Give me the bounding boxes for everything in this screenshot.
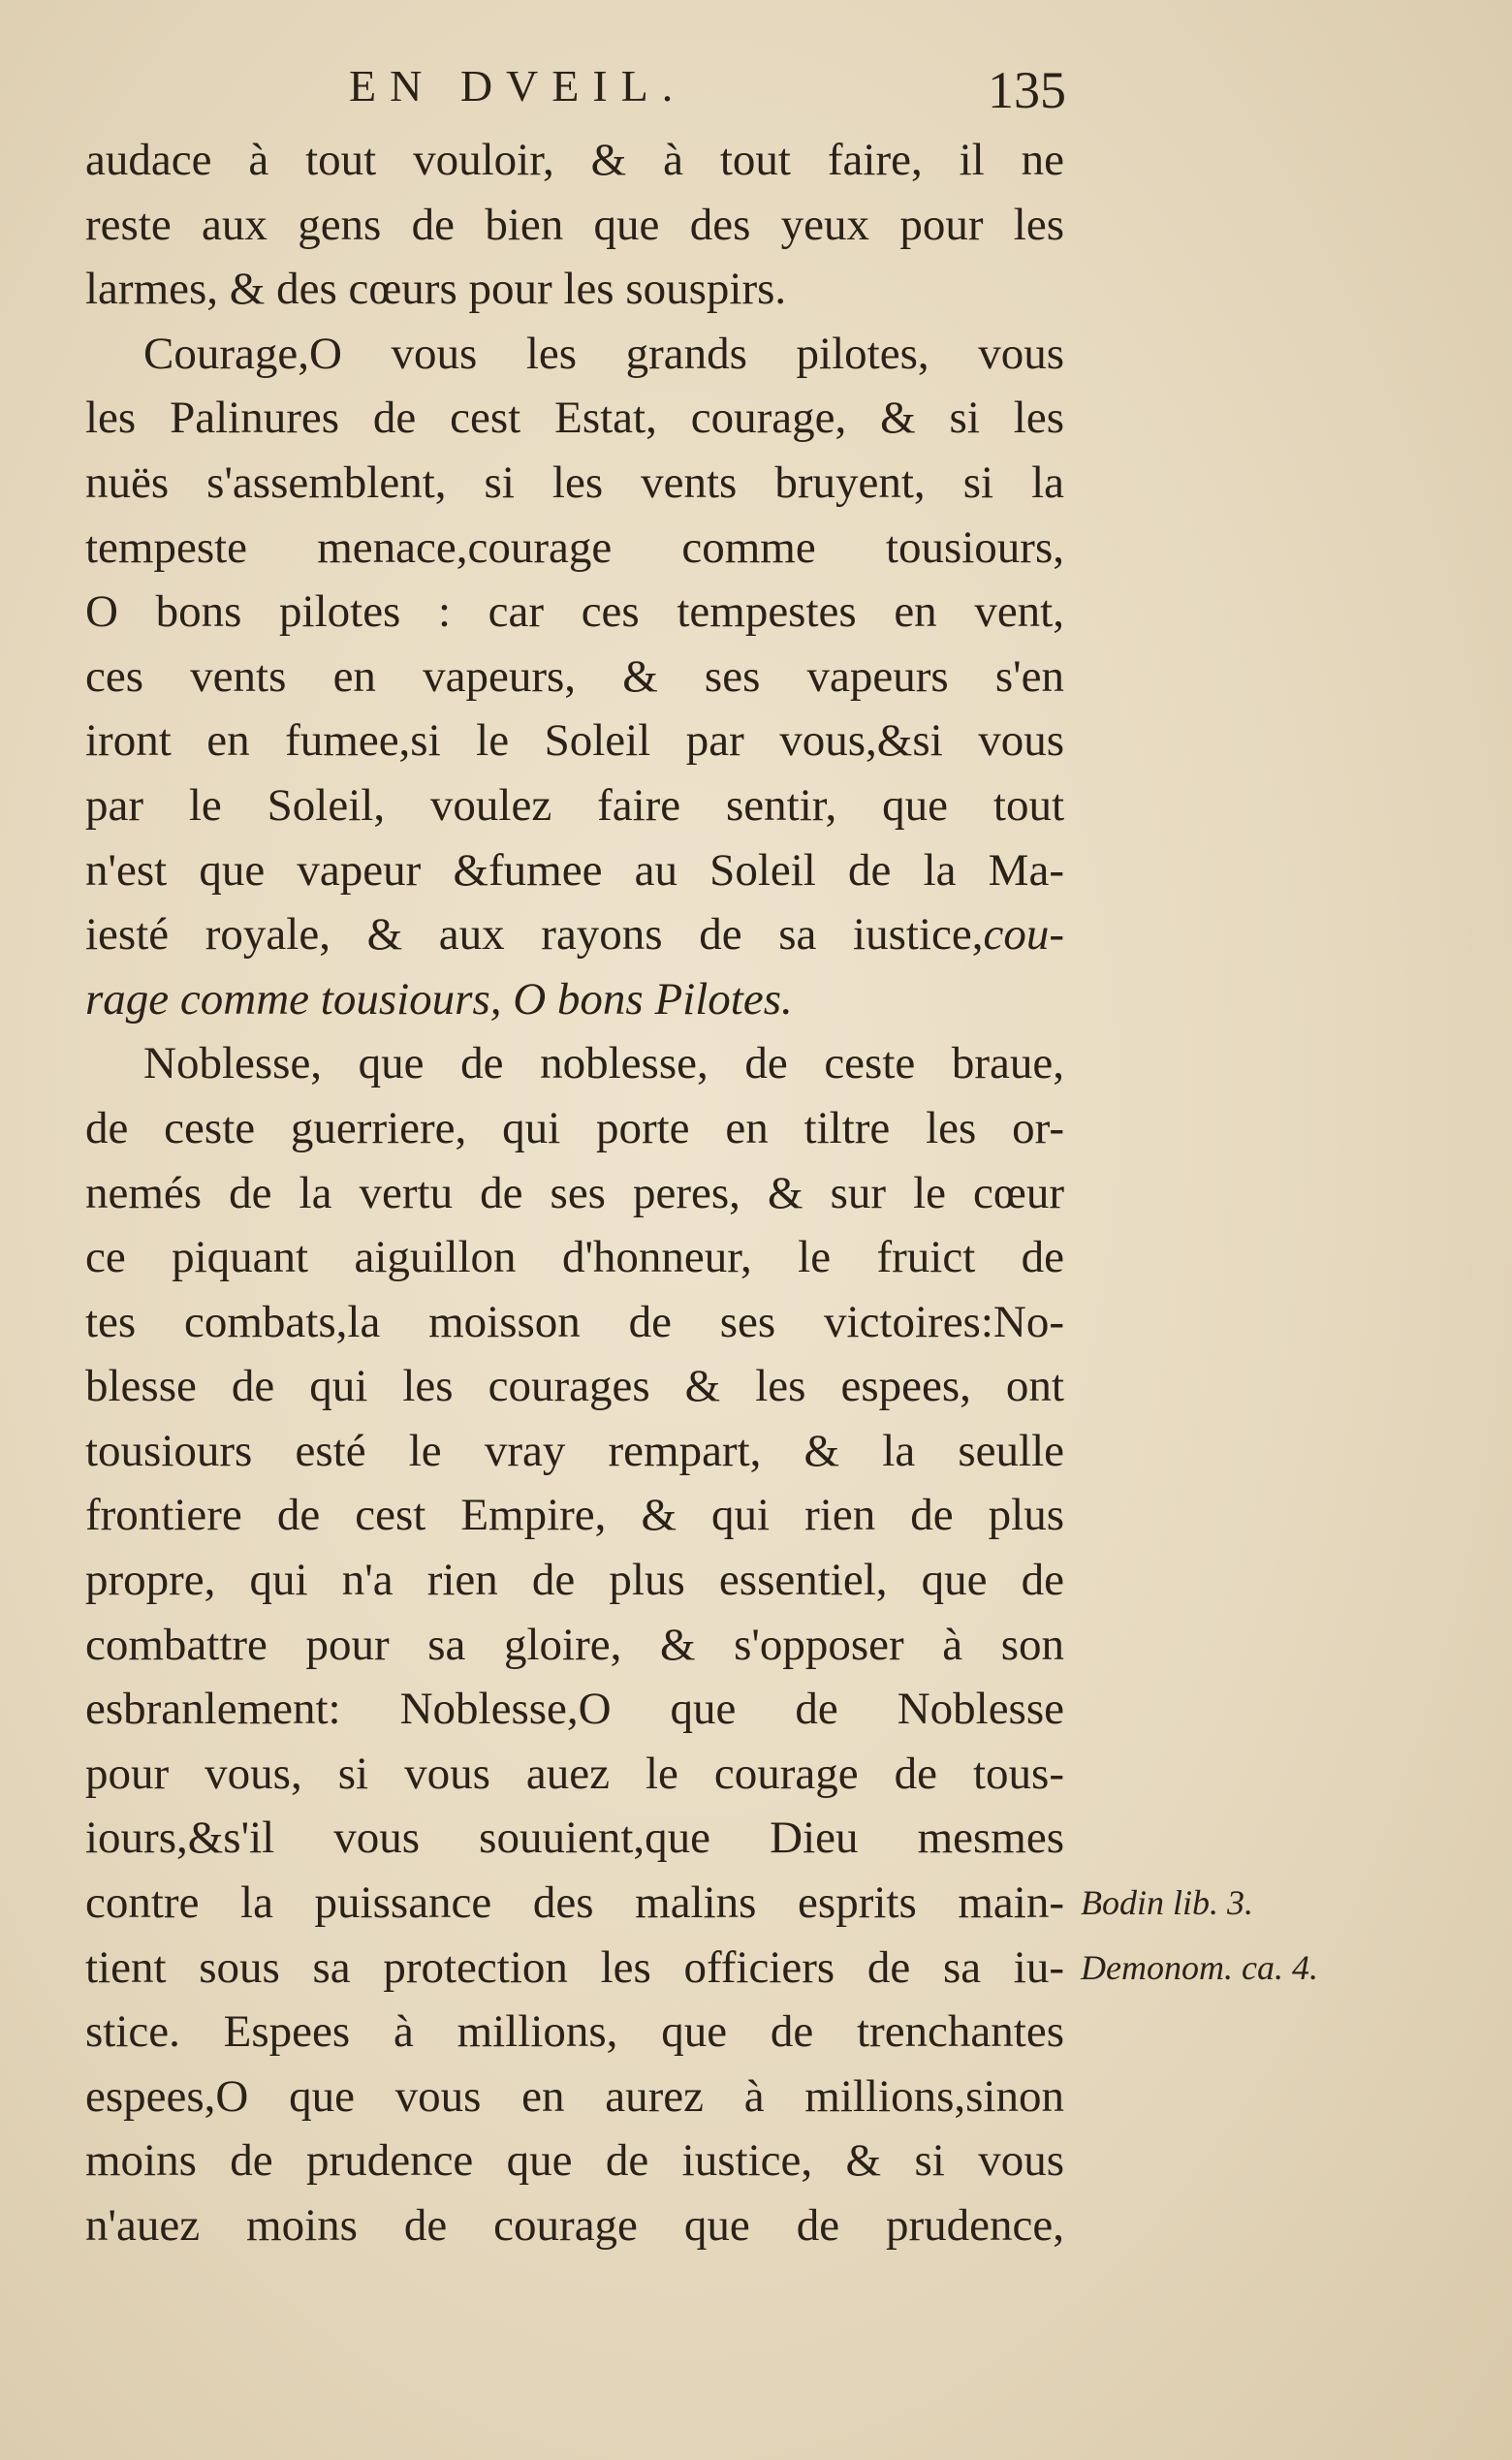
text-line: ces vents en vapeurs, & ses vapeurs s'en xyxy=(85,650,1064,702)
text-line: esbranlement: Noblesse,O que de Noblesse xyxy=(85,1684,1064,1735)
text-line: tousiours esté le vray rempart, & la seulle xyxy=(85,1425,1064,1476)
text-line: O bons pilotes : car ces tempestes en vent, xyxy=(85,586,1064,638)
text-line: reste aux gens de bien que des yeux pour les xyxy=(85,199,1064,250)
text-line xyxy=(85,902,1064,967)
body-text xyxy=(85,128,1064,2258)
running-head: EN DVEIL. xyxy=(349,61,687,110)
text-line: combattre pour sa gloire, & s'opposer à son xyxy=(85,1619,1064,1670)
text-line: rage comme tousiours, O bons Pilotes. xyxy=(85,973,793,1025)
text-line: Noblesse, que de noblesse, de ceste braue, xyxy=(143,1038,1064,1089)
text-line: blesse de qui les courages & les espees, ont xyxy=(85,1361,1064,1412)
page-header xyxy=(349,60,1066,128)
text-line: propre, qui n'a rien de plus essentiel, que de xyxy=(85,1555,1064,1606)
text-line: tient sous sa protection les officiers de sa iu- xyxy=(85,1941,1064,1993)
text-line: par le Soleil, voulez faire sentir, que tout xyxy=(85,779,1064,831)
text-fragment: iesté royale, & aux rayons de sa iustice, xyxy=(85,909,984,961)
text-line: n'est que vapeur &fumee au Soleil de la Ma- xyxy=(85,844,1064,896)
text-line: pour vous, si vous auez le courage de tous- xyxy=(85,1748,1064,1799)
text-line: iours,&s'il vous souuient,que Dieu mesmes xyxy=(85,1813,1064,1864)
text-line: tes combats,la moisson de ses victoires:No- xyxy=(85,1296,1064,1347)
text-line: nemés de la vertu de ses peres, & sur le cœur xyxy=(85,1167,1064,1218)
margin-note: Bodin lib. 3. xyxy=(1081,1883,1253,1922)
text-line: Courage,O vous les grands pilotes, vous xyxy=(143,328,1064,379)
text-line: les Palinures de cest Estat, courage, & si les xyxy=(85,393,1064,444)
text-line: ce piquant aiguillon d'honneur, le fruict de xyxy=(85,1232,1064,1283)
text-line: stice. Espees à millions, que de trenchantes xyxy=(85,2006,1064,2058)
text-line: moins de prudence que de iustice, & si vous xyxy=(85,2135,1064,2187)
text-line: frontiere de cest Empire, & qui rien de plus xyxy=(85,1490,1064,1541)
text-line: espees,O que vous en aurez à millions,sinon xyxy=(85,2070,1064,2122)
margin-note: Demonom. ca. 4. xyxy=(1081,1948,1318,1987)
text-line: iront en fumee,si le Soleil par vous,&si vous xyxy=(85,715,1064,767)
text-line: contre la puissance des malins esprits main- xyxy=(85,1877,1064,1929)
text-line: larmes, & des cœurs pour les souspirs. xyxy=(85,264,787,315)
text-line: audace à tout vouloir, & à tout faire, il ne xyxy=(85,135,1064,185)
text-line: nuës s'assemblent, si les vents bruyent, si la xyxy=(85,457,1064,508)
text-line: n'auez moins de courage que de prudence, xyxy=(85,2200,1064,2251)
text-line: de ceste guerriere, qui porte en tiltre les or- xyxy=(85,1102,1064,1153)
page-number: 135 xyxy=(988,61,1066,119)
italic-fragment: cou- xyxy=(983,909,1064,961)
text-line: tempeste menace,courage comme tousiours, xyxy=(85,521,1064,573)
